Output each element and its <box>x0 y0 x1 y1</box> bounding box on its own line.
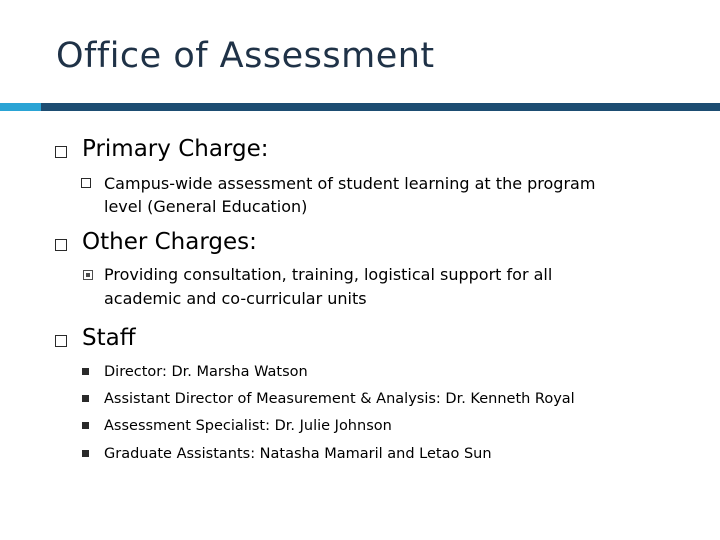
square-bullet-icon <box>82 450 89 457</box>
title-accent-bar <box>0 103 41 111</box>
checkbox-bullet-icon <box>81 178 91 188</box>
square-bullet-icon <box>82 395 89 402</box>
checkbox-bullet-icon <box>55 239 67 251</box>
heading-primary-charge: Primary Charge: <box>82 136 269 162</box>
other-charges-item-line1: Providing consultation, training, logistical support for all <box>104 265 553 284</box>
other-charges-item-line2: academic and co-curricular units <box>104 289 367 308</box>
staff-item: Assistant Director of Measurement & Analysis: Dr. Kenneth Royal <box>104 391 575 407</box>
checkbox-bullet-icon <box>55 335 67 347</box>
filled-box-bullet-icon <box>83 270 93 280</box>
square-bullet-icon <box>82 368 89 375</box>
checkbox-bullet-icon <box>55 146 67 158</box>
title-divider-bar <box>41 103 720 111</box>
slide-title: Office of Assessment <box>56 36 435 76</box>
staff-item: Assessment Specialist: Dr. Julie Johnson <box>104 418 392 434</box>
primary-charge-item-line1: Campus-wide assessment of student learning at the program <box>104 174 596 193</box>
square-bullet-icon <box>82 422 89 429</box>
primary-charge-item-line2: level (General Education) <box>104 197 308 216</box>
heading-other-charges: Other Charges: <box>82 229 257 255</box>
staff-item: Director: Dr. Marsha Watson <box>104 364 308 380</box>
heading-staff: Staff <box>82 325 136 351</box>
staff-item: Graduate Assistants: Natasha Mamaril and Letao Sun <box>104 446 492 462</box>
